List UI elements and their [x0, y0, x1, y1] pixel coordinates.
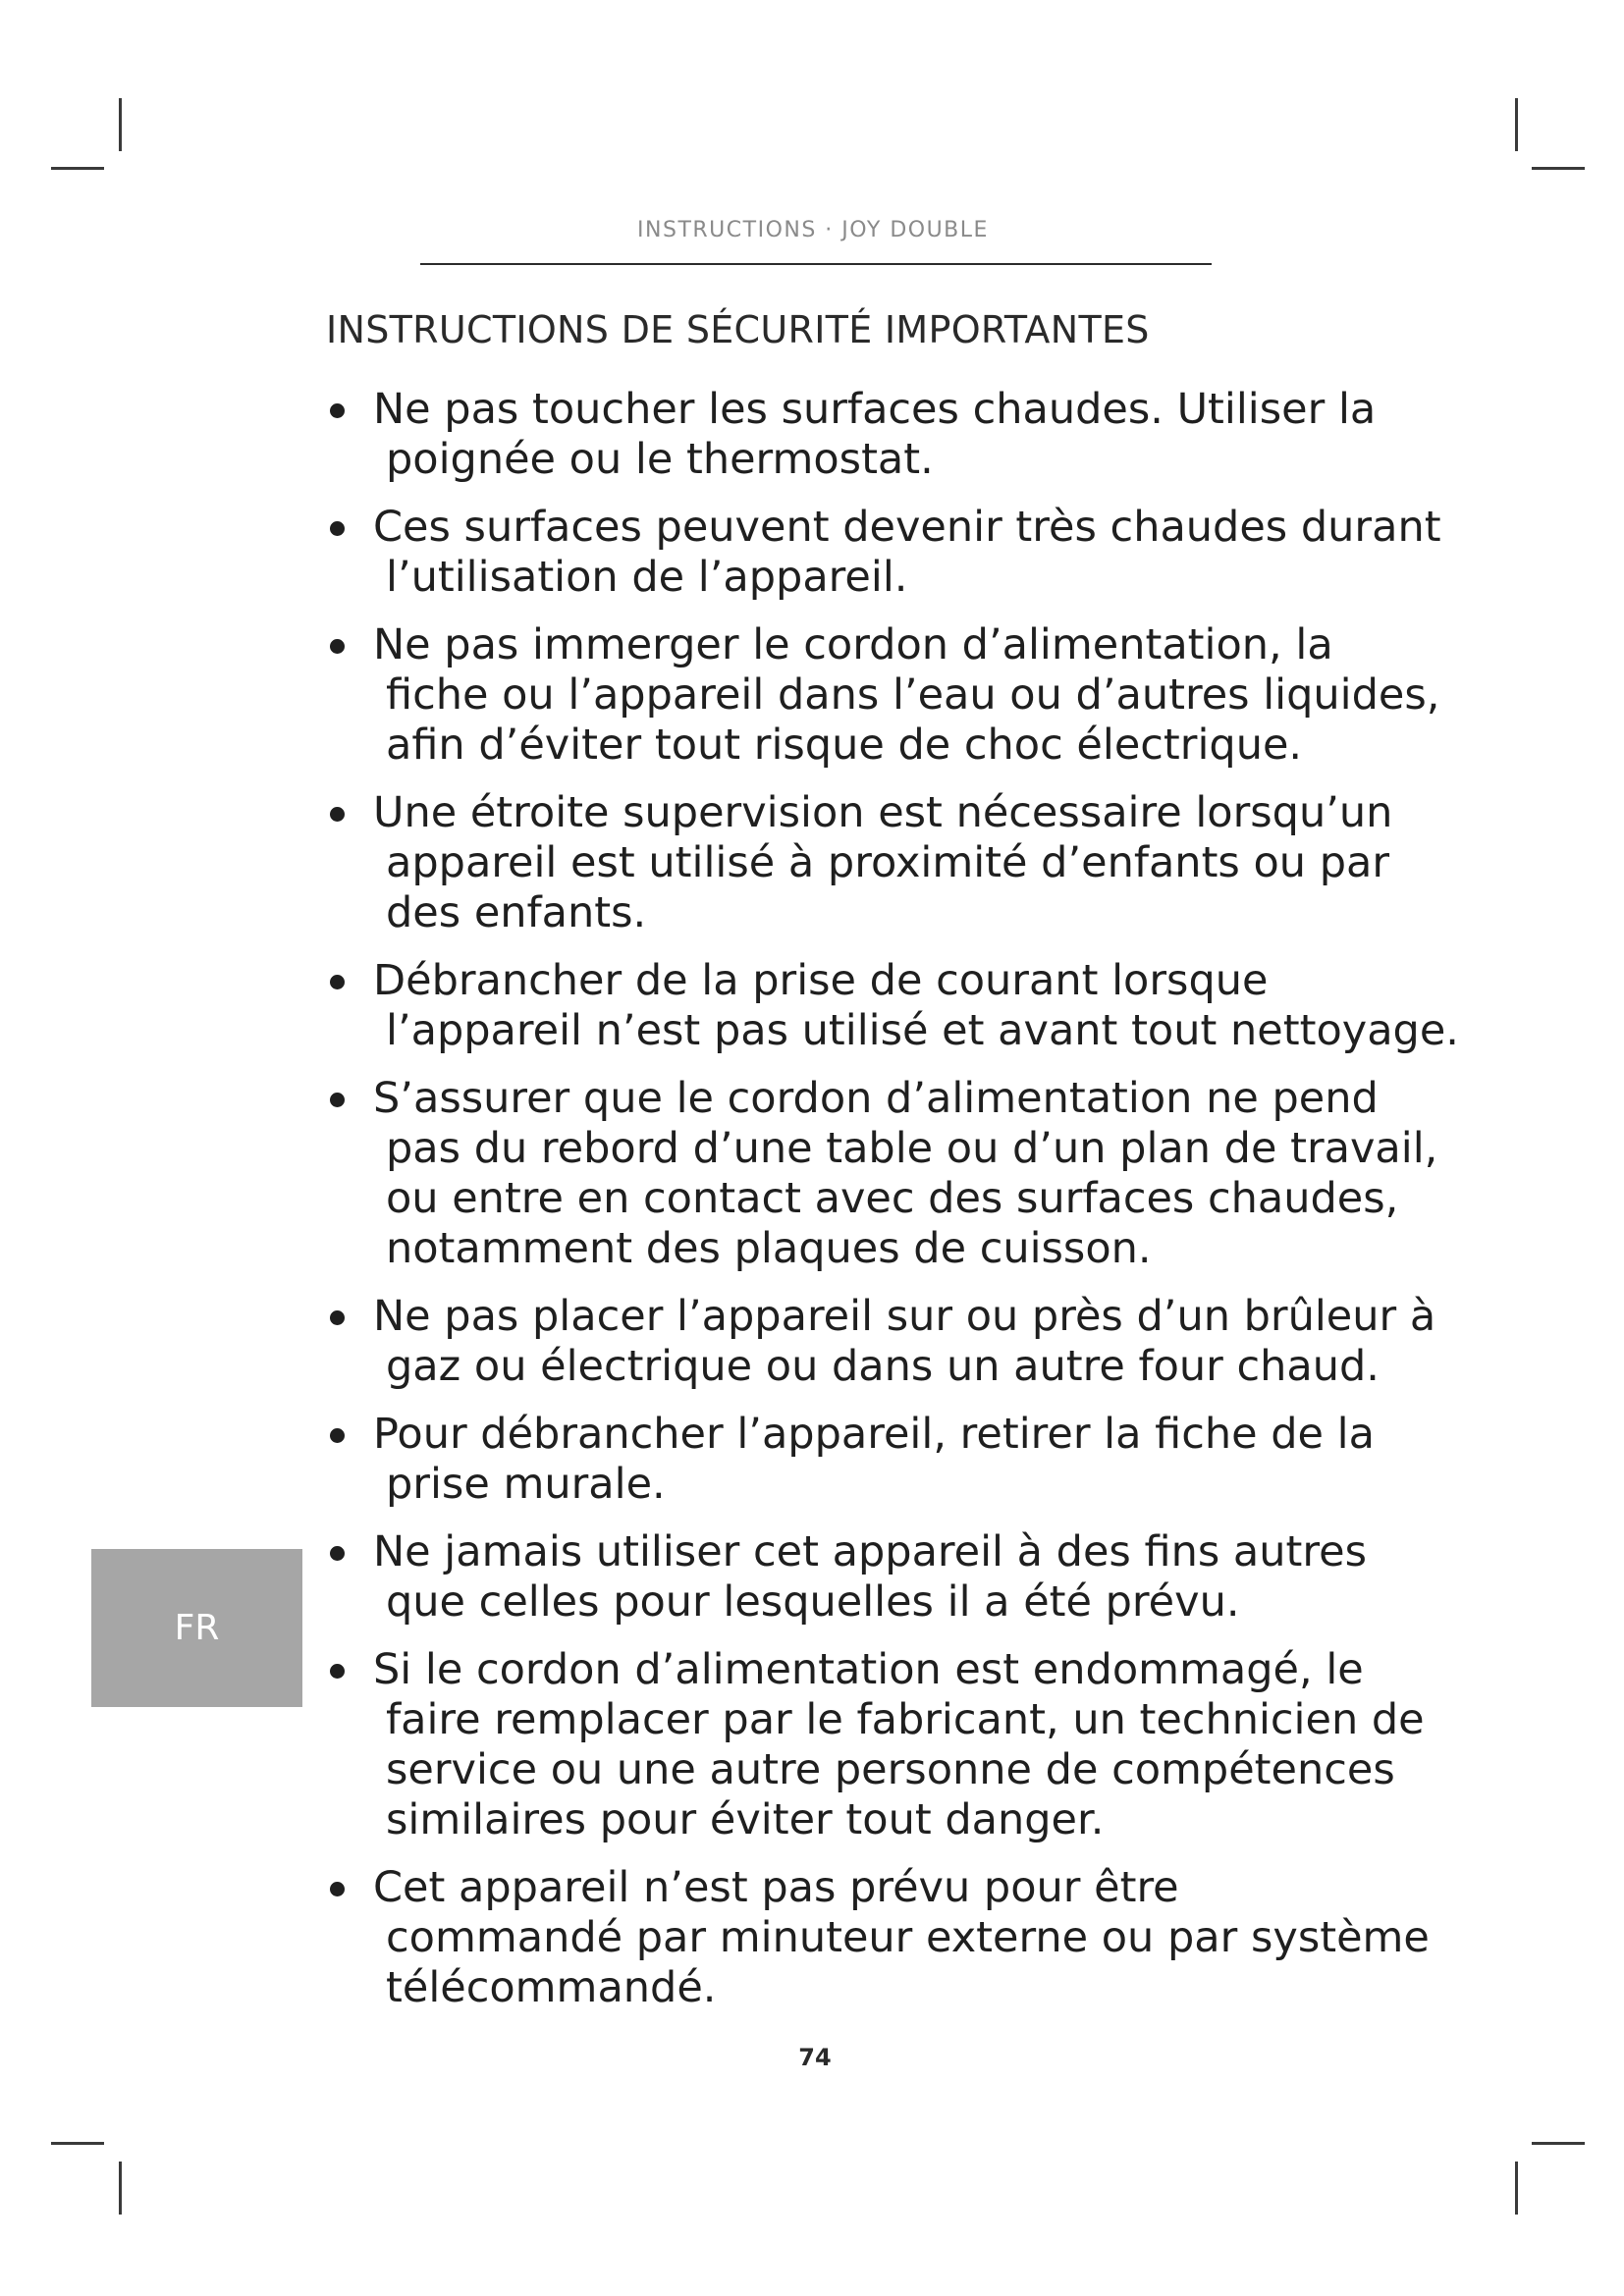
instruction-line: prise murale.: [386, 1460, 666, 1509]
instruction-line: Pour débrancher l’appareil, retirer la fiche de la: [373, 1410, 1375, 1459]
crop-mark-top-right-horizontal: [1532, 167, 1585, 170]
instruction-line: Si le cordon d’alimentation est endommagé, le: [373, 1645, 1364, 1694]
instruction-line: l’appareil n’est pas utilisé et avant tout nettoyage.: [386, 1006, 1459, 1055]
instruction-line: notamment des plaques de cuisson.: [386, 1224, 1152, 1273]
crop-mark-top-left-vertical: [119, 98, 122, 151]
instruction-line: Débrancher de la prise de courant lorsque: [373, 956, 1269, 1005]
instruction-line: service ou une autre personne de compétences: [386, 1745, 1395, 1794]
instruction-line: Cet appareil n’est pas prévu pour être: [373, 1863, 1179, 1912]
instruction-line: Ne jamais utiliser cet appareil à des fins autres: [373, 1527, 1367, 1576]
instruction-line: fiche ou l’appareil dans l’eau ou d’autres liquides,: [386, 670, 1440, 720]
list-item: [326, 385, 1406, 485]
instruction-line: S’assurer que le cordon d’alimentation ne pend: [373, 1074, 1379, 1123]
bullet-icon: [330, 1310, 345, 1325]
list-item: [326, 788, 1406, 938]
instruction-line: Ne pas toucher les surfaces chaudes. Utiliser la: [373, 385, 1377, 434]
crop-mark-top-left-horizontal: [51, 167, 104, 170]
instruction-line: télécommandé.: [386, 1963, 717, 2012]
safety-instruction-list: [326, 385, 1459, 2031]
bullet-icon: [330, 1882, 345, 1896]
bullet-icon: [330, 521, 345, 536]
list-item: [326, 503, 1441, 603]
bullet-icon: [330, 1546, 345, 1561]
instruction-line: l’utilisation de l’appareil.: [386, 553, 908, 602]
list-item: [326, 1645, 1425, 1845]
list-item: [326, 1292, 1436, 1392]
bullet-icon: [330, 1428, 345, 1443]
instruction-line: des enfants.: [386, 888, 647, 937]
bullet-icon: [330, 1664, 345, 1679]
running-header: INSTRUCTIONS · JOY DOUBLE: [637, 218, 989, 242]
instruction-line: faire remplacer par le fabricant, un technicien de: [386, 1695, 1425, 1744]
crop-mark-bottom-right-horizontal: [1532, 2142, 1585, 2145]
instruction-line: appareil est utilisé à proximité d’enfants ou par: [386, 838, 1390, 887]
section-title: INSTRUCTIONS DE SÉCURITÉ IMPORTANTES: [326, 308, 1150, 351]
bullet-icon: [330, 639, 345, 654]
page-number: 74: [798, 2044, 832, 2071]
instruction-line: Ces surfaces peuvent devenir très chaudes durant: [373, 503, 1441, 552]
instruction-line: commandé par minuteur externe ou par système: [386, 1913, 1430, 1962]
instruction-line: gaz ou électrique ou dans un autre four chaud.: [386, 1342, 1380, 1391]
list-item: [326, 620, 1440, 771]
bullet-icon: [330, 1093, 345, 1107]
crop-mark-bottom-left-horizontal: [51, 2142, 104, 2145]
instruction-line: que celles pour lesquelles il a été prévu.: [386, 1577, 1240, 1627]
list-item: [326, 956, 1459, 1056]
instruction-line: Une étroite supervision est nécessaire lorsqu’un: [373, 788, 1393, 837]
crop-mark-top-right-vertical: [1515, 98, 1518, 151]
bullet-icon: [330, 975, 345, 989]
list-item: [326, 1074, 1438, 1274]
bullet-icon: [330, 807, 345, 822]
language-tab-label: FR: [174, 1608, 220, 1648]
instruction-line: Ne pas placer l’appareil sur ou près d’un brûleur à: [373, 1292, 1436, 1341]
list-item: [326, 1410, 1406, 1510]
instruction-line: ou entre en contact avec des surfaces chaudes,: [386, 1174, 1399, 1223]
crop-mark-bottom-left-vertical: [119, 2162, 122, 2215]
list-item: [326, 1863, 1430, 2013]
crop-mark-bottom-right-vertical: [1515, 2162, 1518, 2215]
list-item: [326, 1527, 1406, 1628]
instruction-line: Ne pas immerger le cordon d’alimentation, la: [373, 620, 1333, 669]
instruction-line: pas du rebord d’une table ou d’un plan de travail,: [386, 1124, 1438, 1173]
header-rule: [420, 263, 1212, 265]
instruction-line: similaires pour éviter tout danger.: [386, 1795, 1105, 1844]
language-tab: [91, 1549, 302, 1707]
bullet-icon: [330, 403, 345, 418]
instruction-line: poignée ou le thermostat.: [386, 435, 934, 484]
instruction-line: afin d’éviter tout risque de choc électrique.: [386, 721, 1303, 770]
